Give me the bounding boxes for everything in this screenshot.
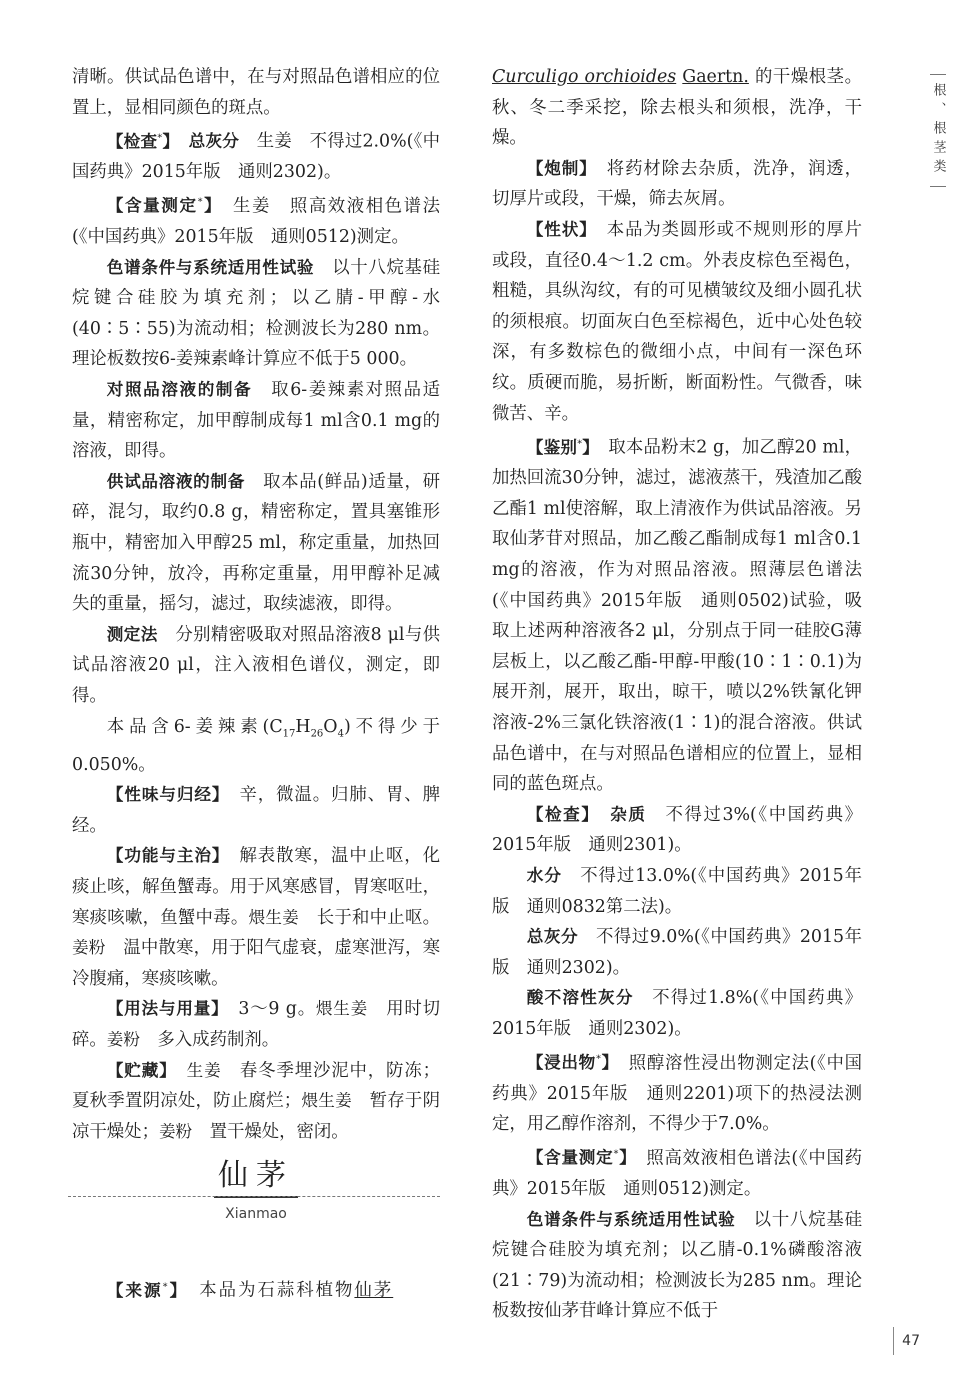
paragraph-chromatography xyxy=(492,1205,862,1327)
paragraph-text: 生姜 不得过2.0%(《中国药典》2015年版 通则2302)。 xyxy=(72,131,440,183)
tag-bracket: 】 xyxy=(162,131,172,151)
section-tag xyxy=(527,1053,611,1072)
product-name: 煨生姜 xyxy=(315,999,369,1019)
paragraph-text: 取本品(鲜品)适量，研碎，混匀，取约0.8 g，精密称定，置具塞锥形瓶中，精密加入甲醇25 ml，称定重量，加热回流30分钟，放冷，再称定重量，用甲醇补足减失的重量，摇匀，滤过，取续滤液，即得。 xyxy=(72,471,440,615)
paragraph-text: 3～9 g。 xyxy=(238,999,316,1020)
text-fragment: 本品含6-姜辣素(C xyxy=(106,716,283,737)
paragraph-text: 长于和中止呕。 xyxy=(316,907,440,928)
left-column xyxy=(72,62,440,1147)
paragraph-text: 生姜 照高效液相色谱法(《中国药典》2015年版 通则0512)测定。 xyxy=(72,196,440,248)
product-name: 煨生姜 xyxy=(301,1091,352,1111)
section-tag: 【性状】 xyxy=(526,219,589,239)
plant-name: 仙茅 xyxy=(354,1280,394,1301)
page-number-divider xyxy=(893,1327,894,1355)
paragraph-text: 春冬季埋沙泥中，防冻；夏秋季置阴凉处，防止腐烂； xyxy=(72,1060,440,1112)
paragraph-text: 取6-姜辣素对照品适量，精密称定，加甲醇制成每1 ml含0.1 mg的溶液，即得。 xyxy=(72,380,440,462)
section-tag: 【贮藏】 xyxy=(106,1060,169,1080)
right-column xyxy=(492,62,862,1327)
subheading: 总灰分 xyxy=(188,131,240,151)
subscript: 26 xyxy=(310,728,324,739)
asterisk-mark: * xyxy=(595,1053,601,1065)
herb-pinyin: Xianmao xyxy=(225,1206,287,1222)
paragraph-text: 解表散寒，温中止呕，化痰止咳，解鱼蟹毒。用于风寒感冒，胃寒呕吐，寒痰咳嗽，鱼蟹中毒。 xyxy=(72,846,440,928)
paragraph-assay xyxy=(72,188,440,253)
tag-text: 【浸出物 xyxy=(526,1053,596,1073)
paragraph-text: 将药材除去杂质，洗净，润透，切厚片或段，干燥，筛去灰屑。 xyxy=(492,158,862,210)
subheading: 供试品溶液的制备 xyxy=(106,471,246,491)
asterisk-mark: * xyxy=(162,1281,170,1292)
paragraph-dosage xyxy=(72,994,440,1055)
product-name: 姜粉 xyxy=(106,1029,140,1049)
paragraph-text: 取本品粉末2 g，加乙醇20 ml，加热回流30分钟，滤过，滤液蒸干，残渣加乙酸乙酯1 ml使溶解，取上清液作为供试品溶液。另取仙茅苷对照品，加乙酸乙酯制成每1 ml含0.1 mg的溶液，作为对照品溶液。照薄层色谱法(《中国药典》2015年版 通则0502)试验，吸取上述两种溶液各2 μl，分别点于同一硅胶G薄层板上，以乙酸乙酯-甲醇-甲酸(10∶1∶0.1)为展开剂，展开，取出，晾干，喷以2%铁氰化钾溶液-2%三氯化铁溶液(1∶1)的混合溶液。供试品色谱中，在与对照品色谱相应的位置上，显相同的蓝色斑点。 xyxy=(492,437,863,795)
author-name: Gaertn. xyxy=(682,67,749,87)
paragraph-description xyxy=(492,215,862,429)
paragraph-text: 以十八烷基硅烷键合硅胶为填充剂；以乙腈-甲醇-水(40∶5∶55)为流动相；检测波长为280 nm。理论板数按6-姜辣素峰计算应不低于5 000。 xyxy=(72,257,440,370)
asterisk-mark: * xyxy=(577,438,583,450)
subheading: 总灰分 xyxy=(526,927,579,947)
tag-text: 【含量测定 xyxy=(526,1148,614,1168)
subscript: 4 xyxy=(337,728,344,739)
subheading: 水分 xyxy=(526,865,562,885)
paragraph-method xyxy=(72,620,440,712)
paragraph-text: 照醇溶性浸出物测定法(《中国药典》2015年版 通则2201)项下的热浸法测定，用乙醇作溶剂，不得少于7.0%。 xyxy=(492,1053,862,1135)
paragraph-text: 不得过1.8%(《中国药典》2015年版 通则2302)。 xyxy=(492,988,862,1039)
paragraph: 清晰。供试品色谱中，在与对照品色谱相应的位置上，显相同颜色的斑点。 xyxy=(72,67,440,118)
section-tag xyxy=(527,438,591,457)
page-number: 47 xyxy=(902,1333,920,1349)
paragraph-inspection xyxy=(72,123,440,188)
text-fragment: O xyxy=(323,716,338,737)
paragraph-text: 多入成药制剂。 xyxy=(157,1029,280,1050)
section-tag xyxy=(107,1281,180,1300)
asterisk-mark: * xyxy=(197,196,203,208)
paragraph-text: 不得过13.0%(《中国药典》2015年版 通则0832第二法)。 xyxy=(492,865,862,917)
paragraph-source xyxy=(72,1272,440,1306)
paragraph-text: 辛，微温。归肺、胃、脾经。 xyxy=(72,785,440,836)
paragraph-text: 本品为石蒜科植物 xyxy=(199,1280,355,1301)
paragraph-text: 的干燥根茎。秋、冬二季采挖，除去根头和须根，洗净，干燥。 xyxy=(492,67,862,149)
paragraph-assay xyxy=(492,1140,862,1205)
text-fragment: H xyxy=(295,716,311,737)
tag-text: 【来源 xyxy=(106,1280,163,1300)
tag-text: 【检查 xyxy=(106,131,158,151)
paragraph-moisture xyxy=(492,861,862,922)
paragraph-chromatography xyxy=(72,253,440,375)
tag-text: 【鉴别 xyxy=(526,437,578,457)
paragraph-total-ash xyxy=(492,922,862,983)
subheading: 对照品溶液的制备 xyxy=(106,380,253,399)
paragraph-text: 暂存于阴凉干燥处； xyxy=(72,1091,440,1142)
paragraph-text: 照高效液相色谱法(《中国药典》2015年版 通则0512)测定。 xyxy=(492,1148,862,1199)
tag-bracket: 】 xyxy=(582,437,591,457)
product-name: 姜粉 xyxy=(158,1121,193,1141)
paragraph-function xyxy=(72,841,440,994)
paragraph-processing xyxy=(492,154,862,215)
paragraph-text: 本品为类圆形或不规则形的厚片或段，直径0.4～1.2 cm。外表皮棕色至褐色，粗糙，具纵沟纹，有的可见横皱纹及细小圆孔状的须根痕。切面灰白色至棕褐色，近中心处色较深，有多数棕色的微细小点，中间有一深色环纹。质硬而脆，易折断，断面粉性。气微香，味微苦、辛。 xyxy=(492,219,862,424)
paragraph-text: 用时切碎。 xyxy=(72,999,440,1050)
subheading: 色谱条件与系统适用性试验 xyxy=(106,257,315,277)
paragraph-text: 温中散寒，用于阳气虚衰，虚寒泄泻，寒冷腹痛，寒痰咳嗽。 xyxy=(72,938,440,989)
latin-name: Curculigo orchioides xyxy=(492,67,677,87)
section-tag: 【炮制】 xyxy=(526,158,589,178)
paragraph-test-solution xyxy=(72,467,440,620)
text-fragment: )不得少于0.050%。 xyxy=(72,716,440,775)
side-tab-rule-top xyxy=(930,74,946,75)
paragraph-identification xyxy=(492,429,862,800)
subheading: 色谱条件与系统适用性试验 xyxy=(526,1209,736,1229)
paragraph-nature xyxy=(72,780,440,841)
tag-bracket: 】 xyxy=(618,1148,629,1168)
subheading: 测定法 xyxy=(106,624,158,644)
paragraph-acid-ash xyxy=(492,983,862,1044)
product-name: 煨生姜 xyxy=(248,907,300,927)
product-name: 生姜 xyxy=(186,1060,222,1080)
section-tag: 【检查】 xyxy=(526,804,592,824)
product-name: 姜粉 xyxy=(72,938,106,958)
tag-bracket: 】 xyxy=(202,196,215,216)
paragraph-source-cont xyxy=(492,62,862,154)
subheading: 酸不溶性灰分 xyxy=(526,988,634,1008)
asterisk-mark: * xyxy=(613,1148,619,1160)
tag-bracket: 】 xyxy=(169,1280,180,1300)
paragraph-text: 不得过9.0%(《中国药典》2015年版 通则2302)。 xyxy=(492,927,862,978)
herb-title xyxy=(72,1150,440,1198)
section-side-tab xyxy=(920,70,956,191)
title-divider xyxy=(68,1196,440,1197)
section-tag xyxy=(107,196,214,215)
section-tag xyxy=(107,132,171,151)
tag-bracket: 】 xyxy=(600,1053,611,1073)
paragraph-text: 置干燥处，密闭。 xyxy=(209,1121,349,1142)
section-tag xyxy=(527,1148,628,1167)
paragraph-inspection xyxy=(492,800,862,861)
paragraph-storage xyxy=(72,1056,440,1148)
paragraph-content xyxy=(72,712,440,781)
paragraph-text: 不得过3%(《中国药典》2015年版 通则2301)。 xyxy=(492,804,862,856)
paragraph-reference-solution xyxy=(72,375,440,467)
subheading: 杂质 xyxy=(610,804,647,824)
paragraph-text: 分别精密吸取对照品溶液8 μl与供试品溶液20 μl，注入液相色谱仪，测定，即得。 xyxy=(72,624,440,706)
subscript: 17 xyxy=(282,728,296,739)
side-tab-rule-bottom xyxy=(930,186,946,187)
section-tag: 【性味与归经】 xyxy=(106,785,222,805)
side-tab-label: 根、根茎类 xyxy=(930,83,946,178)
paragraph-extract xyxy=(492,1045,862,1140)
section-tag: 【功能与主治】 xyxy=(106,846,222,866)
section-tag: 【用法与用量】 xyxy=(106,999,221,1019)
tag-text: 【含量测定 xyxy=(106,196,198,216)
paragraph-text: 以十八烷基硅烷键合硅胶为填充剂；以乙腈-0.1%磷酸溶液(21∶79)为流动相；检测波长为285 nm。理论板数按仙茅苷峰计算应不低于 xyxy=(492,1209,862,1322)
asterisk-mark: * xyxy=(157,132,163,144)
herb-title-text: 仙茅 xyxy=(214,1150,298,1198)
